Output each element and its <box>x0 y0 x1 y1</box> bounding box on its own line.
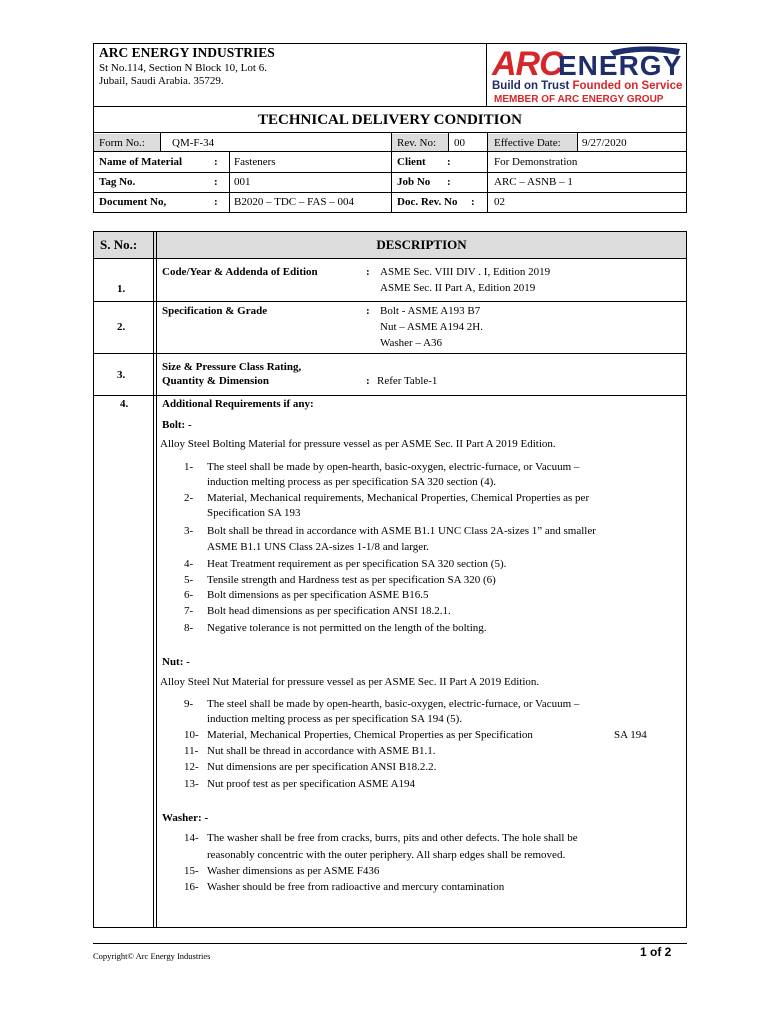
description-header: DESCRIPTION <box>376 237 467 252</box>
form-no-label: Form No.: <box>99 137 145 149</box>
tagline-part1: Build on Trust <box>492 80 573 92</box>
sno-header: S. No.: <box>100 237 138 252</box>
list-item: 3- <box>184 525 194 537</box>
tagline-part2: Founded on Service <box>572 80 683 92</box>
company-name: ARC ENERGY INDUSTRIES <box>99 45 275 60</box>
logo-tagline <box>492 80 682 92</box>
header-divider <box>486 43 487 107</box>
logo-member: MEMBER OF ARC ENERGY GROUP <box>494 94 664 105</box>
list-item: 2- <box>184 492 194 504</box>
list-item: 1- <box>184 461 194 473</box>
list-item: 15- <box>184 865 199 877</box>
info-box <box>93 152 687 213</box>
list-item: 7- <box>184 605 194 617</box>
footer-copyright: Copyright© Arc Energy Industries <box>93 951 211 961</box>
washer-title: Washer: - <box>162 812 209 824</box>
page-number: 1 of 2 <box>640 945 672 959</box>
list-item: 5- <box>184 574 194 586</box>
bolt-title: Bolt: - <box>162 419 192 431</box>
logo-energy: ENERGY <box>558 50 683 81</box>
list-item: 12- <box>184 761 199 773</box>
list-item: 13- <box>184 778 199 790</box>
list-item: 14- <box>184 832 199 844</box>
logo-arc: ARC <box>492 45 563 83</box>
list-item: 10- <box>184 729 199 741</box>
list-item: 8- <box>184 622 194 634</box>
form-no-value: QM-F-34 <box>172 137 215 149</box>
additional-requirements-heading: Additional Requirements if any: <box>162 398 314 410</box>
list-item: 16- <box>184 881 199 893</box>
bolt-intro: Alloy Steel Bolting Material for pressure vessel as per ASME Sec. II Part A 2019 Edition. <box>160 438 556 450</box>
list-item: 6- <box>184 589 194 601</box>
effective-date-value: 9/27/2020 <box>582 137 627 149</box>
list-item: 9- <box>184 698 194 710</box>
footer-rule <box>93 943 687 944</box>
list-item: 4- <box>184 558 194 570</box>
company-address-line2: Jubail, Saudi Arabia. 35729. <box>99 75 224 87</box>
nut-title: Nut: - <box>162 656 190 668</box>
company-address-line1: St No.114, Section N Block 10, Lot 6. <box>99 62 267 74</box>
effective-date-label: Effective Date: <box>494 137 561 149</box>
rev-no-label: Rev. No: <box>397 137 437 149</box>
nut-intro: Alloy Steel Nut Material for pressure vessel as per ASME Sec. II Part A 2019 Edition. <box>160 676 540 688</box>
document-title: TECHNICAL DELIVERY CONDITION <box>258 112 522 128</box>
company-logo <box>490 45 685 105</box>
list-item: 11- <box>184 745 199 757</box>
rev-no-value: 00 <box>454 137 465 149</box>
